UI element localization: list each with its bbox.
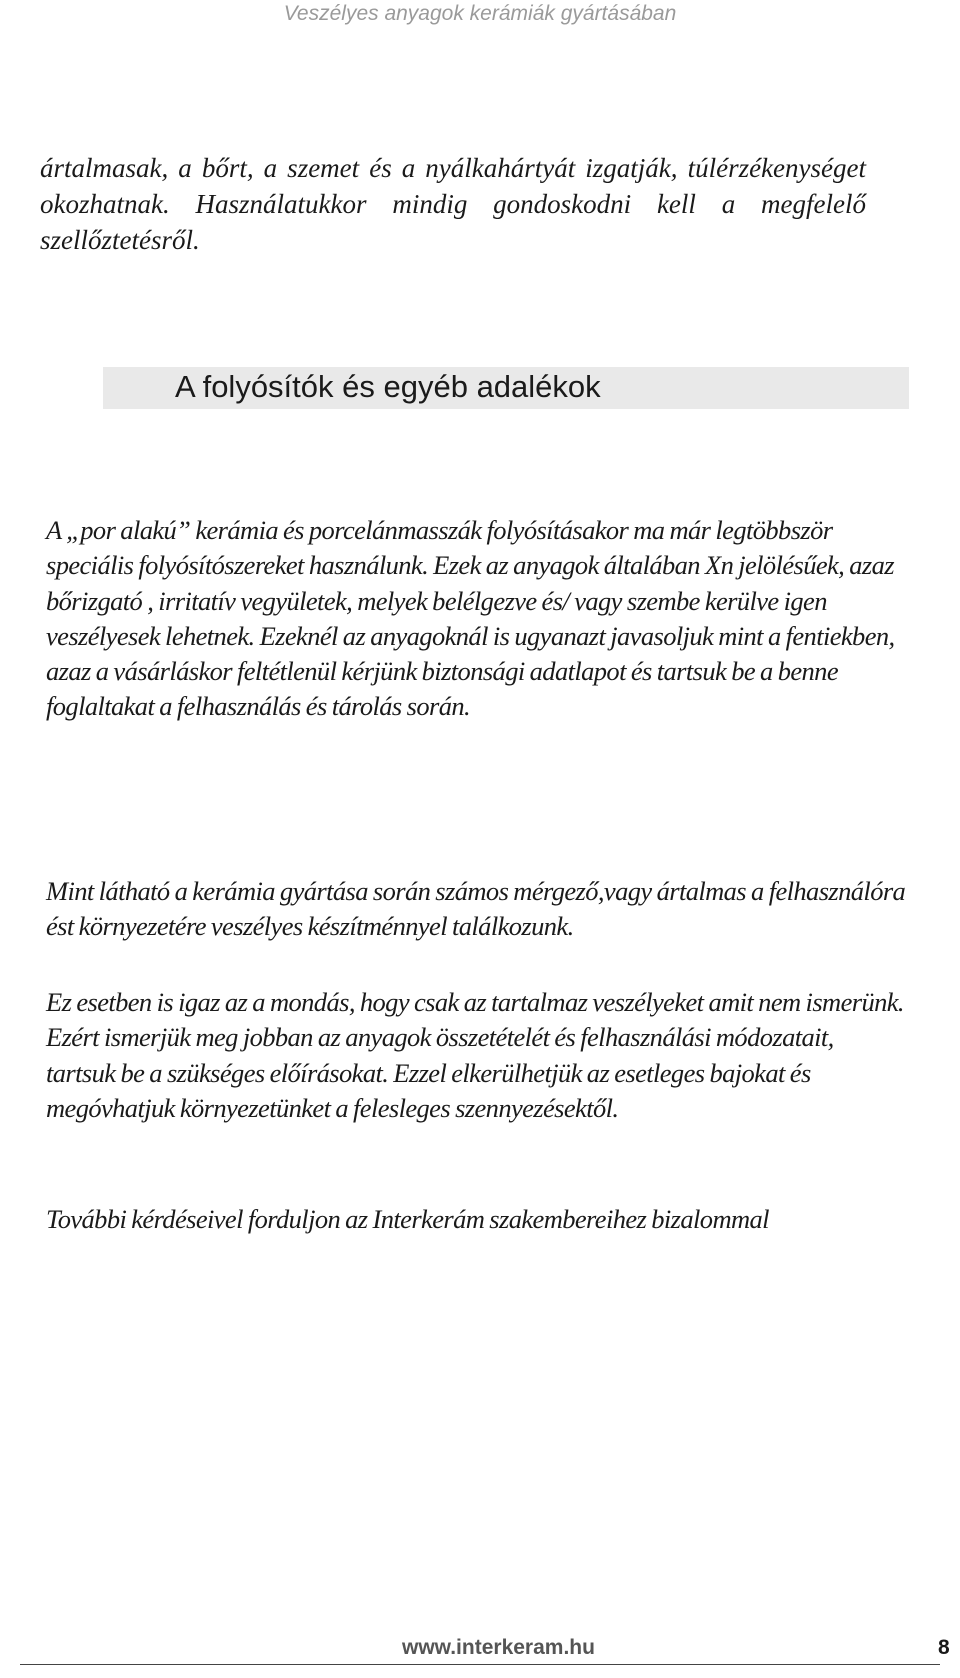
paragraph-advice: Ez esetben is igaz az a mondás, hogy csak az tartalmaz veszélyeket amit nem ismerünk. Ezért ismerjük meg jobban az anyagok összetételét és felhasználási módozatait, tartsuk be a szükséges előírásokat. Ezzel elkerülhetjük az esetleges bajokat és megóvhatjuk környezetünket a felesleges szennyezésektől. bbox=[46, 987, 904, 1123]
running-header: Veszélyes anyagok kerámiák gyártásában bbox=[283, 2, 677, 25]
page-number: 8 bbox=[938, 1636, 950, 1659]
paragraph-summary: Mint látható a kerámia gyártása során számos mérgező,vagy ártalmas a felhasználóra ést környezetére veszélyes készítménnyel találkozunk. bbox=[46, 876, 906, 942]
paragraph-contact: További kérdéseivel forduljon az Interkerám szakembereihez bizalommal bbox=[46, 1204, 769, 1234]
paragraph-flux-agents: A „por alakú” kerámia és porcelánmasszák folyósításakor ma már legtöbbször speciális folyósítószereket használunk. Ezek az anyagok általában Xn jelölésűek, azaz bőrizgató , irritatív vegyületek, melyek belélgezve és/ vagy szembe kerülve igen veszélyesek lehetnek. Ezeknél az anyagoknál is ugyanazt javasoljuk mint a fentiekben, azaz a vásárláskor feltétlenül kérjünk biztonsági adatlapot és tartsuk be a benne foglaltakat a felhasználás és tárolás során. bbox=[46, 515, 895, 722]
footer-website-link[interactable]: www.interkeram.hu bbox=[402, 1636, 595, 1659]
section-heading: A folyósítók és egyéb adalékok bbox=[175, 369, 601, 404]
section-heading-bar bbox=[103, 367, 909, 409]
intro-paragraph: ártalmasak, a bőrt, a szemet és a nyálkahártyát izgatják, túlérzékenységet okozhatnak. Használatukkor mindig gondoskodni kell a megfelelő szellőztetésről. bbox=[40, 153, 866, 255]
footer-divider bbox=[20, 1664, 940, 1665]
